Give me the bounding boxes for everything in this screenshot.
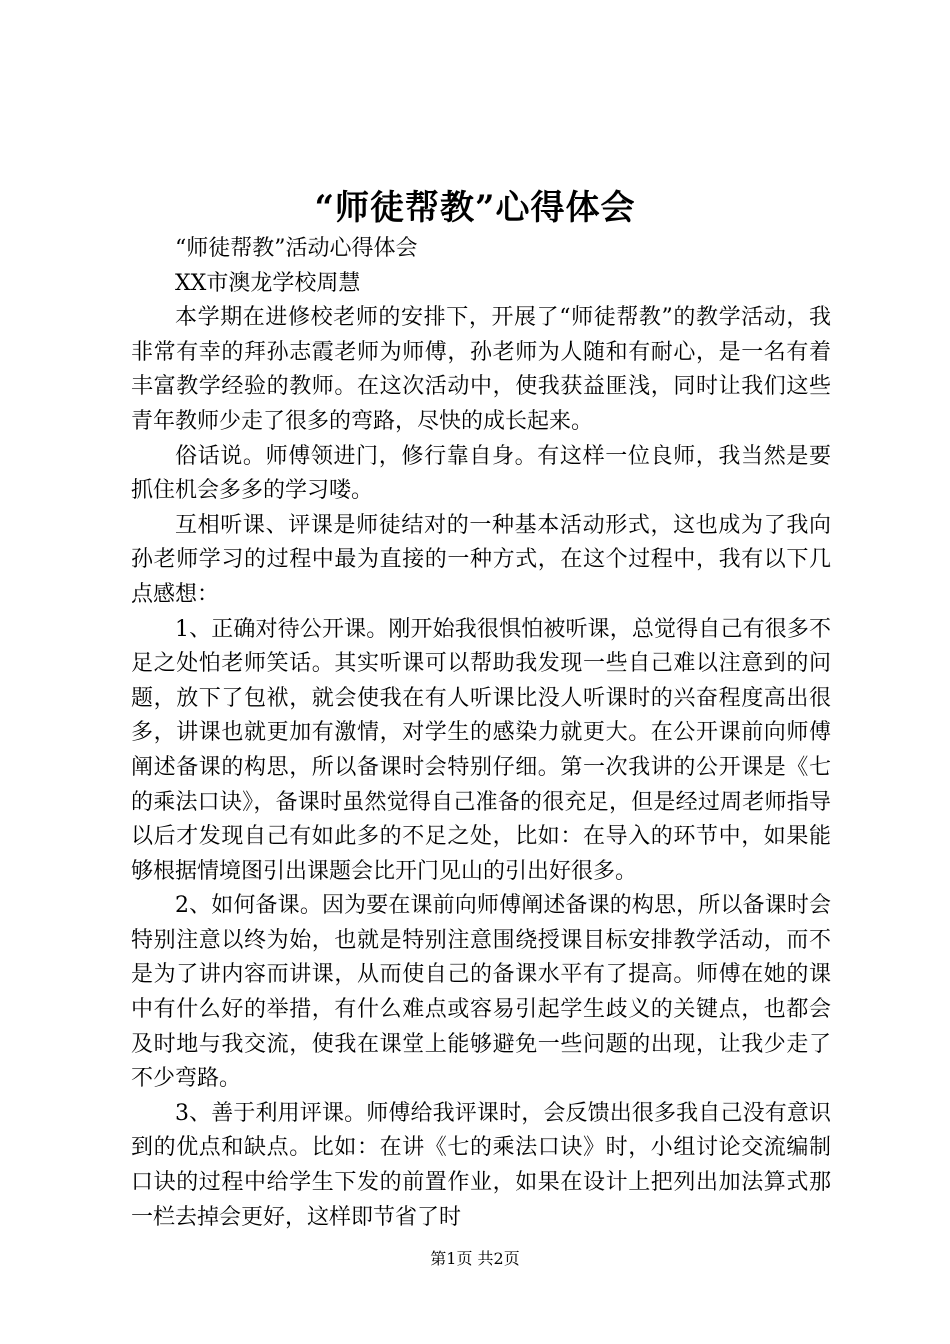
- page-footer: 第1页 共2页: [430, 1249, 520, 1268]
- document-title: “师徒帮教”心得体会: [314, 188, 636, 228]
- document-body: [131, 232, 831, 1235]
- paragraph: 1、正确对待公开课。刚开始我很惧怕被听课，总觉得自己有很多不足之处怕老师笑话。其实听课可以帮助我发现一些自己难以注意到的问题，放下了包袱，就会使我在有人听课比没人听课时的兴奋程度高出很多，讲课也就更加有激情，对学生的感染力就更大。在公开课前向师傅阐述备课的构思，所以备课时会特别仔细。第一次我讲的公开课是《七的乘法口诀》，备课时虽然觉得自己准备的很充足，但是经过周老师指导以后才发现自己有如此多的不足之处，比如：在导入的环节中，如果能够根据情境图引出课题会比开门见山的引出好很多。: [131, 616, 831, 884]
- author-line: XX市澳龙学校周慧: [175, 270, 361, 296]
- paragraph: 本学期在进修校老师的安排下，开展了“师徒帮教”的教学活动，我非常有幸的拜孙志霞老师为师傅，孙老师为人随和有耐心，是一名有着丰富教学经验的教师。在这次活动中，使我获益匪浅，同时让我们这些青年教师少走了很多的弯路，尽快的成长起来。: [131, 305, 831, 434]
- paragraph: 3、善于利用评课。师傅给我评课时，会反馈出很多我自己没有意识到的优点和缺点。比如：在讲《七的乘法口诀》时，小组讨论交流编制口诀的过程中给学生下发的前置作业，如果在设计上把列出加法算式那一栏去掉会更好，这样即节省了时: [131, 1100, 831, 1230]
- paragraph: 2、如何备课。因为要在课前向师傅阐述备课的构思，所以备课时会特别注意以终为始，也就是特别注意围绕授课目标安排教学活动，而不是为了讲内容而讲课，从而使自己的备课水平有了提高。师傅在她的课中有什么好的举措，有什么难点或容易引起学生歧义的关键点，也都会及时地与我交流，使我在课堂上能够避免一些问题的出现，让我少走了不少弯路。: [131, 893, 831, 1092]
- subtitle: “师徒帮教”活动心得体会: [175, 236, 418, 261]
- paragraph: 俗话说。师傅领进门，修行靠自身。有这样一位良师，我当然是要抓住机会多多的学习喽。: [131, 443, 831, 504]
- paragraph: 互相听课、评课是师徒结对的一种基本活动形式，这也成为了我向孙老师学习的过程中最为直接的一种方式，在这个过程中，我有以下几点感想：: [131, 512, 831, 607]
